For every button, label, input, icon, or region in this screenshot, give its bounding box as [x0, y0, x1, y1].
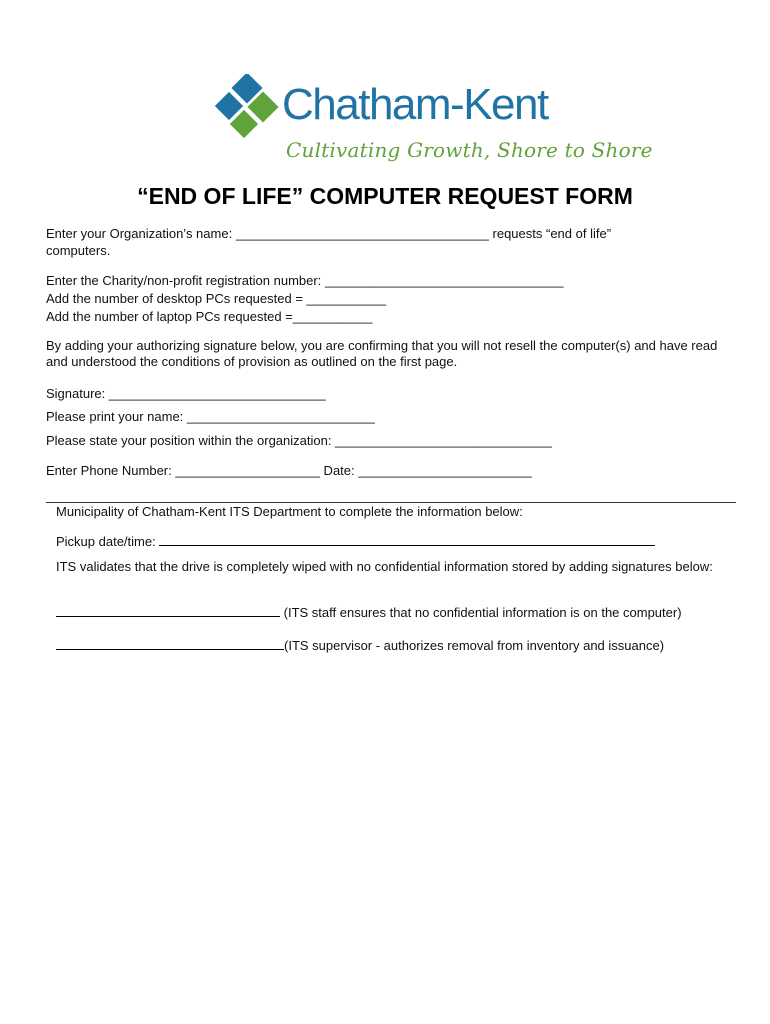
desktop-count-field[interactable]: Add the number of desktop PCs requested = ___________ — [46, 291, 387, 306]
signature-field[interactable]: Signature: ______________________________ — [46, 386, 326, 401]
logo-tagline: Cultivating Growth, Shore to Shore — [286, 138, 653, 162]
org-name-suffix: requests “end of life” — [492, 226, 612, 241]
org-name-continuation: computers. — [46, 243, 111, 258]
charity-label: Enter the Charity/non-profit registration number: — [46, 273, 322, 288]
laptop-count-field[interactable]: Add the number of laptop PCs requested =___________ — [46, 309, 373, 324]
phone-date-field[interactable]: Enter Phone Number: ____________________ Date: ________________________ — [46, 463, 532, 478]
chatham-kent-logo — [214, 74, 653, 170]
its-staff-row — [56, 604, 682, 621]
its-supervisor-signature-field[interactable] — [56, 637, 284, 650]
pickup-row — [56, 533, 655, 550]
confirmation-text: By adding your authorizing signature below, you are confirming that you will not resell the computer(s) and have read and understood the conditions of provision as outlined on the first page. — [46, 338, 718, 369]
print-name-field[interactable]: Please print your name: __________________________ — [46, 409, 375, 424]
its-staff-signature-field[interactable] — [56, 604, 280, 617]
org-name-label: Enter your Organization’s name: — [46, 226, 233, 241]
section-divider — [46, 502, 736, 503]
pickup-label: Pickup date/time: — [56, 534, 156, 549]
charity-field[interactable]: _________________________________ — [324, 273, 564, 288]
its-supervisor-row — [56, 637, 664, 654]
diamond-logo-icon — [214, 74, 284, 144]
org-name-field[interactable]: ___________________________________ — [235, 226, 489, 241]
its-staff-note: (ITS staff ensures that no confidential information is on the computer) — [283, 605, 682, 620]
pickup-field[interactable] — [159, 533, 655, 546]
logo-wordmark: Chatham-Kent — [282, 80, 548, 129]
its-validates-text: ITS validates that the drive is completely wiped with no confidential information stored by adding signatures below: — [56, 559, 713, 574]
position-field[interactable]: Please state your position within the organization: ______________________________ — [46, 433, 552, 448]
charity-row — [46, 273, 564, 289]
org-name-row — [46, 226, 611, 242]
its-supervisor-note: (ITS supervisor - authorizes removal from inventory and issuance) — [284, 638, 665, 653]
form-title: “END OF LIFE” COMPUTER REQUEST FORM — [137, 183, 633, 209]
its-heading: Municipality of Chatham-Kent ITS Department to complete the information below: — [56, 504, 523, 519]
